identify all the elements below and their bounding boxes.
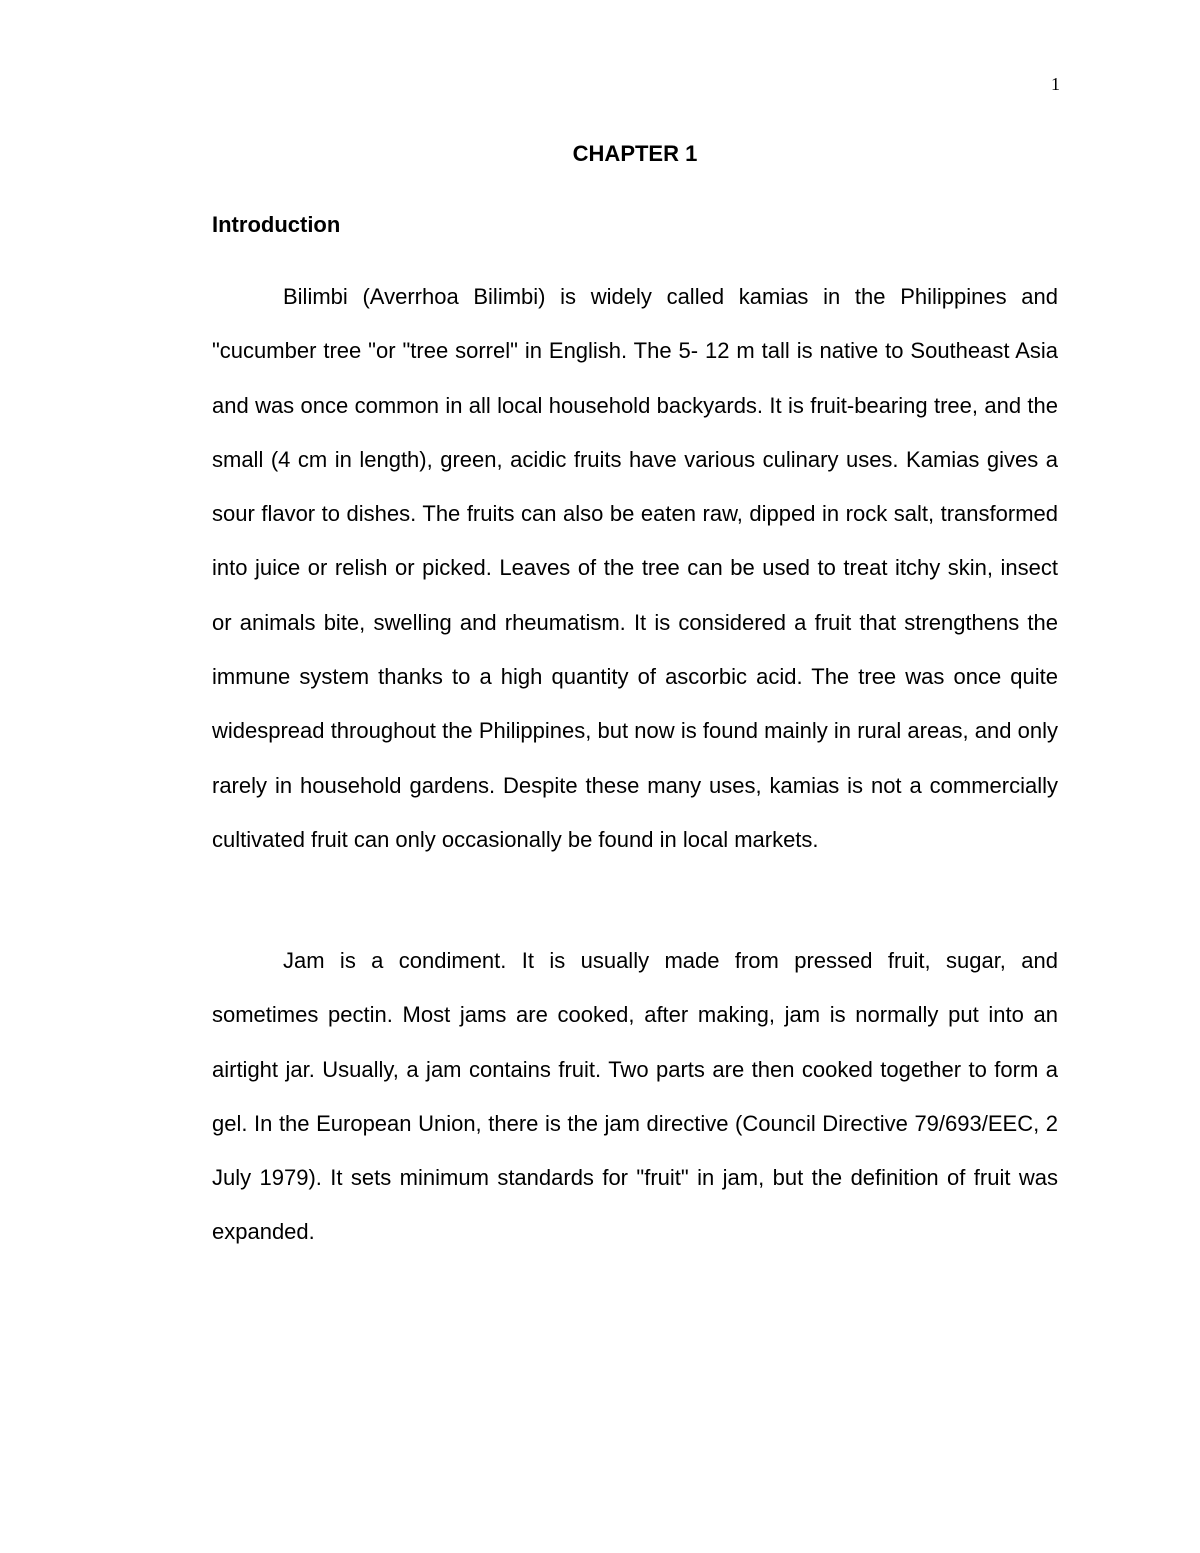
page-number: 1 — [1051, 74, 1060, 94]
section-heading: Introduction — [212, 212, 341, 237]
body-paragraph: Bilimbi (Averrhoa Bilimbi) is widely called kamias in the Philippines and "cucumber tree "or "tree sorrel" in English. The 5- 12 m tall is native to Southeast Asia and was once common in all local household backyards. It is fruit-bearing tree, and the small (4 cm in length), green, acidic fruits have various culinary uses. Kamias gives a sour flavor to dishes. The fruits can also be eaten raw, dipped in rock salt, transformed into juice or relish or picked. Leaves of the tree can be used to treat itchy skin, insect or animals bite, swelling and rheumatism. It is considered a fruit that strengthens the immune system thanks to a high quantity of ascorbic acid. The tree was once quite widespread throughout the Philippines, but now is found mainly in rural areas, and only rarely in household gardens. Despite these many uses, kamias is not a commercially cultivated fruit can only occasionally be found in local markets. — [212, 284, 1058, 852]
chapter-title: CHAPTER 1 — [572, 141, 698, 166]
body-paragraph: Jam is a condiment. It is usually made from pressed fruit, sugar, and sometimes pectin. Most jams are cooked, after making, jam is normally put into an airtight jar. Usually, a jam contains fruit. Two parts are then cooked together to form a gel. In the European Union, there is the jam directive (Council Directive 79/693/EEC, 2 July 1979). It sets minimum standards for "fruit" in jam, but the definition of fruit was expanded. — [212, 948, 1058, 1245]
